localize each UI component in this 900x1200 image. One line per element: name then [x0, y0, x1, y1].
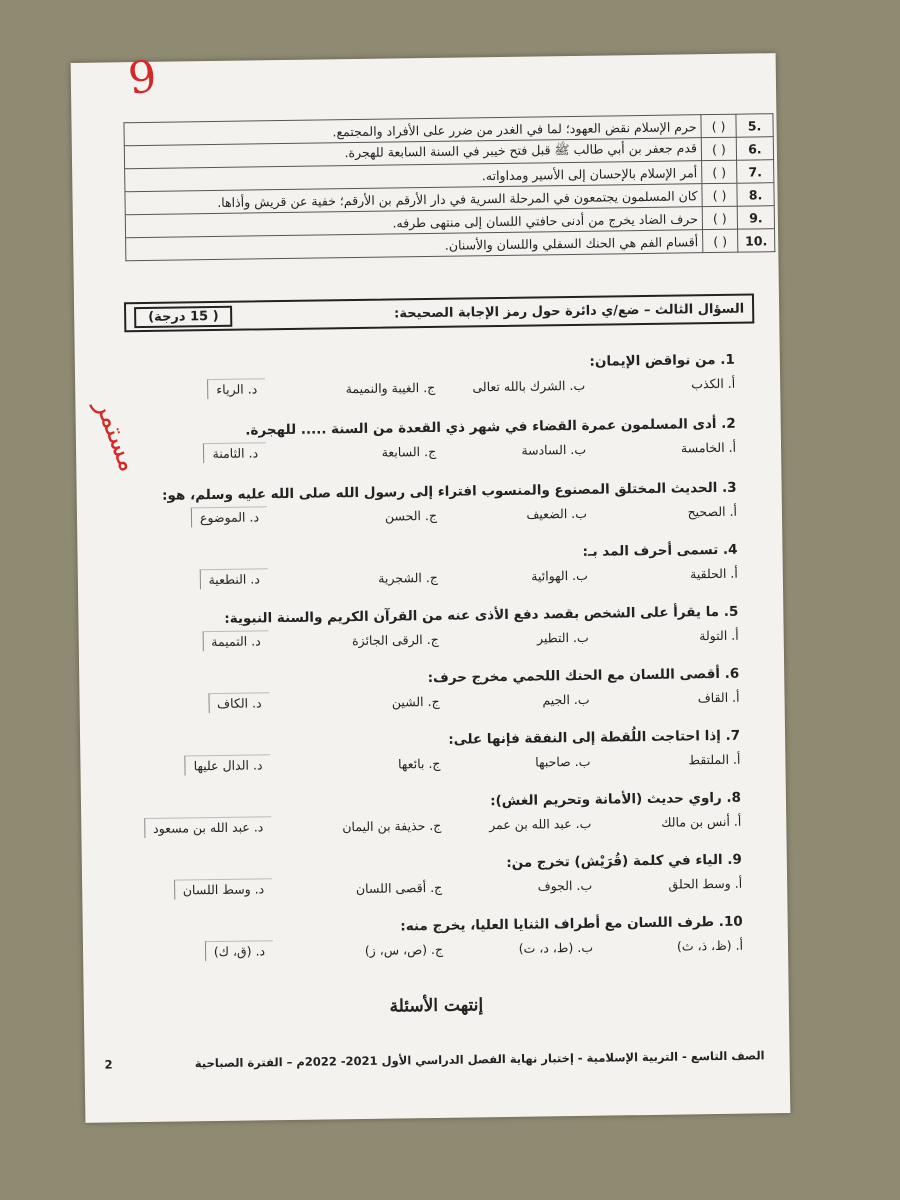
option-b[interactable]: ب. السادسة [521, 441, 587, 458]
option-c[interactable]: ج. الرقى الجائزة [351, 631, 439, 649]
options [121, 810, 741, 847]
question-10 [123, 914, 744, 971]
question-text: 4. تسمى أحرف المد بـ: [582, 541, 738, 560]
option-d[interactable]: د. (ق، ك) [205, 940, 274, 961]
row-number: .10 [738, 229, 775, 253]
option-b[interactable]: ب. عبد الله بن عمر [489, 815, 592, 833]
question-text: 6. أقصى اللسان مع الحنك اللحمي مخرج حرف: [427, 665, 740, 687]
options [120, 748, 740, 785]
statement: قدم جعفر بن أبي طالب ﷺ قبل فتح خيبر في السنة السابعة للهجرة. [124, 138, 701, 169]
option-b[interactable]: ب. التطير [536, 629, 589, 646]
answer-paren[interactable]: ( ) [701, 114, 736, 137]
statement: كان المسلمون يجتمعون في المرحلة السرية في دار الأرقم بن الأرقم؛ خفية عن قريش وأذاها. [125, 184, 702, 215]
option-c[interactable]: ج. بائعها [397, 755, 441, 772]
option-d[interactable]: د. التميمة [202, 630, 269, 651]
row-number: .9 [737, 206, 774, 230]
handwritten-grade: 9 [125, 50, 160, 105]
options [122, 872, 742, 909]
page-number: 2 [104, 1057, 113, 1072]
section-header [124, 293, 754, 332]
footer-title: الصف التاسع - التربية الإسلامية - إختبار نهاية الفصل الدراسي الأول 2021- 2022م – الفترة الصباحية [194, 1048, 765, 1071]
option-b[interactable]: ب. (ط، د، ت) [518, 939, 594, 956]
option-d[interactable]: د. الكاف [208, 692, 270, 713]
question-text: 7. إذا احتاجت اللُقطة إلى النفقة فإنها على: [448, 727, 741, 748]
option-c[interactable]: ج. أقصى اللسان [355, 879, 443, 897]
statement: أقسام الفم هي الحنك السفلي واللسان والأسنان. [126, 230, 703, 261]
option-b[interactable]: ب. الجيم [542, 691, 590, 708]
option-d[interactable]: د. عبد الله بن مسعود [144, 816, 272, 838]
options [123, 934, 743, 971]
section-grade: ( 15 درجة) [134, 305, 233, 327]
question-text: 10. طرف اللسان مع أطراف الثنايا العليا، يخرج منه: [400, 913, 743, 935]
question-7 [120, 728, 741, 785]
option-c[interactable]: ج. الحسن [384, 507, 438, 524]
option-a[interactable]: أ. الكذب [691, 375, 736, 392]
option-c[interactable]: ج. (ص، س، ز) [364, 941, 444, 958]
question-text: 2. أدى المسلمون عمرة القضاء في شهر ذي القعدة من السنة ..... للهجرة. [245, 415, 736, 439]
option-c[interactable]: ج. السابعة [381, 443, 437, 460]
option-a[interactable]: أ. أنس بن مالك [661, 813, 742, 830]
question-8 [121, 790, 742, 847]
row-number: .5 [736, 114, 773, 138]
answer-paren[interactable]: ( ) [702, 160, 737, 183]
option-c[interactable]: ج. الشجرية [378, 569, 438, 586]
question-5 [118, 604, 739, 661]
option-a[interactable]: أ. الحلقية [690, 565, 738, 582]
question-text: 3. الحديث المختلق المصنوع والمنسوب افتراء إلى رسول الله صلى الله عليه وسلم، هو: [161, 479, 737, 504]
section-title: السؤال الثالث – ضع/ي دائرة حول رمز الإجابة الصحيحة: [393, 301, 745, 321]
statement: حرف الضاد يخرج من أدنى حافتي اللسان إلى منتهى طرفه. [125, 207, 702, 238]
question-text: 5. ما يقرأ على الشخص بقصد دفع الأذى عنه من القرآن الكريم والسنة النبوية: [224, 603, 739, 627]
question-9 [122, 852, 743, 909]
option-b[interactable]: ب. الضعيف [526, 505, 588, 522]
handwritten-note: مستمر [88, 395, 144, 476]
option-d[interactable]: د. الموضوع [191, 506, 267, 527]
question-text: 8. راوي حديث (الأمانة وتحريم الغش): [490, 789, 742, 810]
row-number: .7 [737, 160, 774, 184]
options [119, 686, 739, 723]
option-a[interactable]: أ. الملتقط [688, 751, 741, 768]
option-d[interactable]: د. النطعية [199, 568, 268, 589]
statement: حرم الإسلام نقض العهود؛ لما في الغدر من ضرر على الأفراد والمجتمع. [124, 115, 701, 146]
option-c[interactable]: ج. الشين [391, 693, 440, 710]
question-2 [116, 416, 737, 473]
option-b[interactable]: ب. الهوائية [531, 567, 588, 584]
option-d[interactable]: د. وسط اللسان [174, 878, 273, 899]
question-3 [117, 480, 738, 537]
question-text: 9. الياء في كلمة (قُرَيْش) تخرج من: [506, 851, 742, 871]
row-number: .6 [736, 137, 773, 161]
row-number: .8 [737, 183, 774, 207]
option-b[interactable]: ب. صاحبها [535, 753, 591, 770]
option-d[interactable]: د. الرياء [207, 378, 265, 399]
end-of-questions: إنتهت الأسئلة [389, 995, 484, 1017]
question-4 [117, 542, 738, 599]
option-b[interactable]: ب. الشرك بالله تعالى [472, 377, 586, 395]
answer-paren[interactable]: ( ) [702, 206, 737, 229]
statement: أمر الإسلام بالإحسان إلى الأسير ومداواته. [125, 161, 702, 192]
option-c[interactable]: ج. الغيبة والنميمة [345, 379, 436, 397]
option-a[interactable]: أ. وسط الحلق [668, 875, 743, 892]
question-6 [119, 666, 740, 723]
exam-paper [71, 50, 791, 1123]
option-d[interactable]: د. الثامنة [203, 442, 266, 463]
answer-paren[interactable]: ( ) [703, 229, 738, 252]
options [116, 436, 736, 473]
options [118, 562, 738, 599]
question-text: 1. من نواقض الإيمان: [589, 351, 735, 370]
option-d[interactable]: د. الدال عليها [184, 754, 270, 775]
option-a[interactable]: أ. الخامسة [680, 439, 737, 456]
page-footer [105, 1048, 765, 1071]
option-b[interactable]: ب. الجوف [537, 877, 593, 894]
options [117, 500, 737, 537]
true-false-table [123, 113, 775, 261]
option-a[interactable]: أ. القاف [697, 689, 740, 706]
option-a[interactable]: أ. الصحيح [687, 503, 738, 520]
option-a[interactable]: أ. (ظ، ذ، ث) [676, 937, 744, 954]
answer-paren[interactable]: ( ) [702, 183, 737, 206]
option-c[interactable]: ج. حذيفة بن اليمان [342, 817, 442, 835]
answer-paren[interactable]: ( ) [701, 137, 736, 160]
option-a[interactable]: أ. التولة [699, 627, 739, 644]
options [119, 624, 739, 661]
options [115, 372, 735, 409]
question-1 [115, 352, 736, 409]
